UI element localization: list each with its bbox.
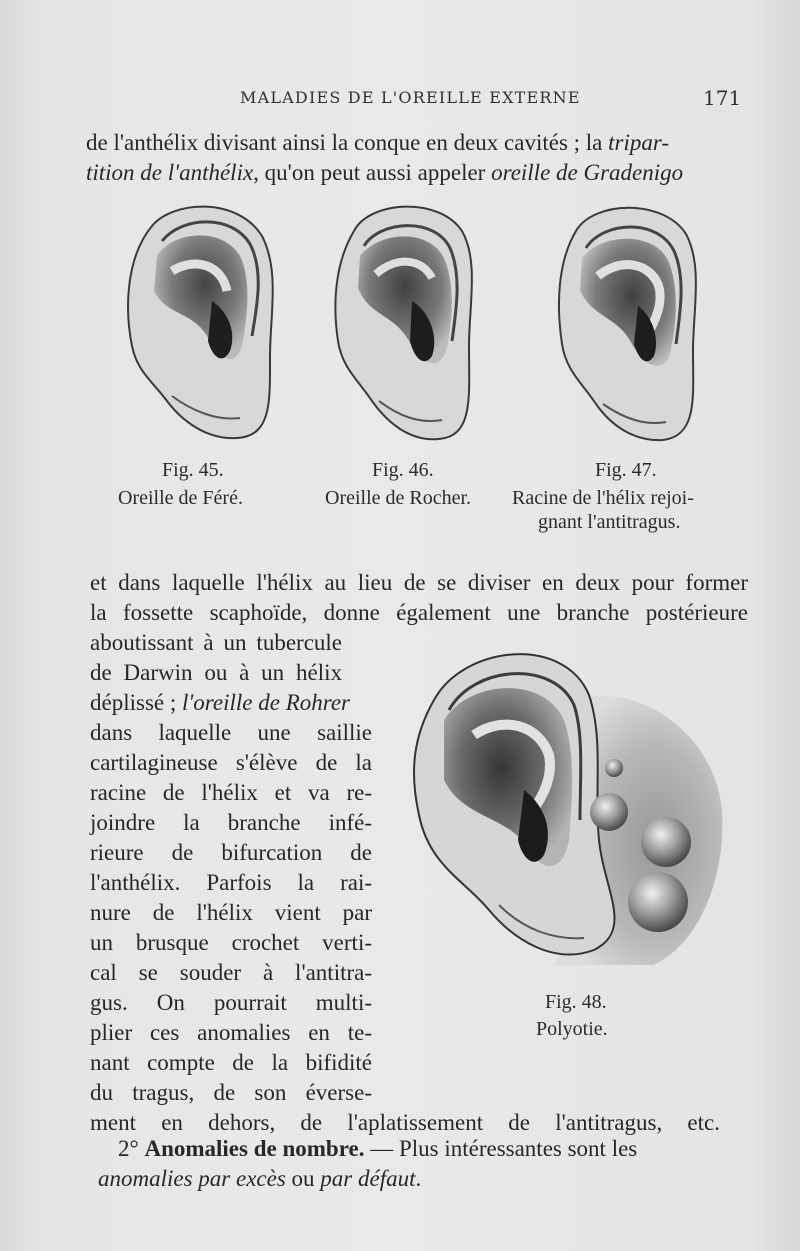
ear-illustration-fig48-polyotia [404, 640, 734, 970]
figure-label: Fig. 46. [372, 459, 434, 481]
text-line [86, 158, 683, 188]
section-heading [118, 1134, 637, 1164]
italic-term: oreille de Gradenigo [491, 160, 684, 185]
text-span: . [415, 1166, 422, 1191]
running-head [0, 86, 800, 116]
text-line: ment en dehors, de l'aplatissement de l'antitragus, etc. [90, 1110, 720, 1135]
italic-term: l'oreille de Rohrer [182, 690, 351, 715]
italic-term: tition de l'anthélix [86, 160, 254, 185]
page-number: 171 [703, 86, 742, 110]
ear-illustration-fig47 [548, 196, 708, 446]
ear-illustration-fig46 [324, 196, 484, 446]
text-line: la fossette scaphoïde, donne également une branche postérieure [90, 600, 748, 625]
text-span: — Plus intéressantes sont les [364, 1136, 638, 1161]
figure-caption: Oreille de Rocher. [325, 487, 472, 509]
italic-term: anomalies par excès [98, 1166, 286, 1191]
figure-label: Fig. 45. [162, 459, 224, 481]
text-line: aboutissant à un tubercule [90, 630, 342, 655]
running-title: MALADIES DE L'OREILLE EXTERNE [240, 88, 581, 107]
text-span: de l'anthélix divisant ainsi la conque en deux cavités ; la [86, 130, 609, 155]
figure-caption: gnant l'antitragus. [538, 511, 681, 533]
text-line: un brusque crochet verti- [90, 930, 372, 955]
text-line: racine de l'hélix et va re- [90, 780, 372, 805]
text-span: déplissé ; [90, 690, 182, 715]
text-line: joindre la branche infé- [90, 810, 372, 835]
text-line: cartilagineuse s'élève de la [90, 750, 372, 775]
text-line [98, 1164, 421, 1194]
text-span: , qu'on peut aussi appeler [253, 160, 492, 185]
text-line: du tragus, de son éverse- [90, 1080, 372, 1105]
ear-illustration-fig45 [112, 196, 282, 446]
figure-caption: Racine de l'hélix rejoi- [512, 487, 694, 509]
text-line [86, 128, 669, 158]
section-number: 2° [118, 1136, 139, 1161]
text-line: nure de l'hélix vient par [90, 900, 372, 925]
text-line: cal se souder à l'antitra- [90, 960, 372, 985]
text-line: dans laquelle une saillie [90, 720, 372, 745]
italic-term: tripar- [608, 130, 670, 155]
text-line: nant compte de la bifidité [90, 1050, 372, 1075]
figure-caption: Polyotie. [536, 1018, 608, 1040]
figure-label: Fig. 47. [595, 459, 657, 481]
text-line: gus. On pourrait multi- [90, 990, 372, 1015]
figure-label: Fig. 48. [545, 991, 607, 1013]
text-span: ou [285, 1166, 321, 1191]
figure-caption: Oreille de Féré. [118, 487, 243, 509]
text-line: de Darwin ou à un hélix [90, 660, 342, 685]
text-line: et dans laquelle l'hélix au lieu de se diviser en deux pour former [90, 570, 748, 595]
text-line: plier ces anomalies en te- [90, 1020, 372, 1045]
text-line: rieure de bifurcation de [90, 840, 372, 865]
section-title: Anomalies de nombre. [144, 1136, 365, 1161]
italic-term: par défaut [320, 1166, 416, 1191]
text-line: l'anthélix. Parfois la rai- [90, 870, 372, 895]
text-line [90, 688, 350, 718]
